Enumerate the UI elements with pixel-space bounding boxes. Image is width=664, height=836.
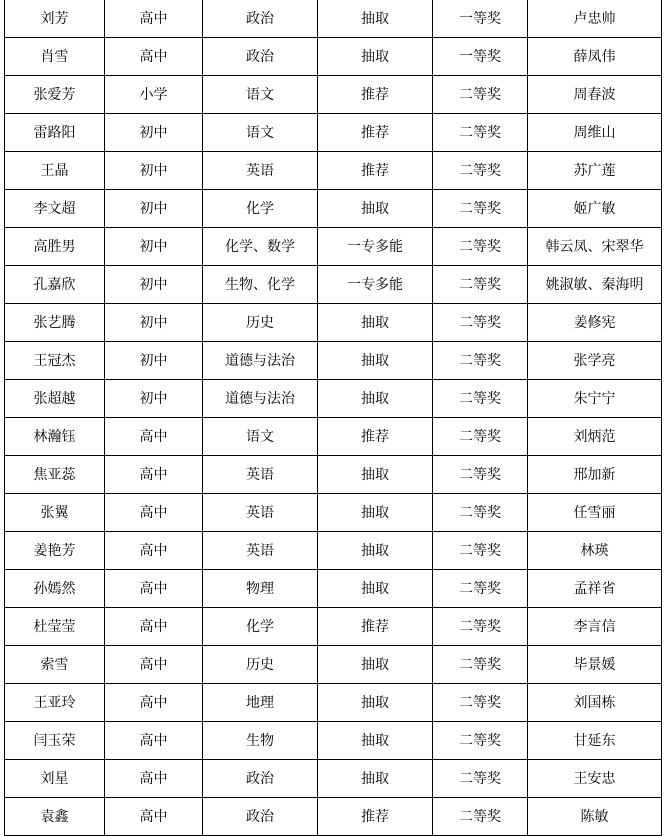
name-cell: 雷路阳 (5, 114, 105, 152)
tutor-cell: 姜修宪 (528, 304, 662, 342)
selection-method-cell: 推荐 (318, 114, 433, 152)
school-level-cell: 初中 (105, 114, 203, 152)
table-row (5, 798, 662, 836)
subject-cell: 英语 (203, 456, 318, 494)
table-row (5, 76, 662, 114)
school-level-cell: 小学 (105, 76, 203, 114)
name-cell: 高胜男 (5, 228, 105, 266)
subject-cell: 地理 (203, 684, 318, 722)
name-cell: 刘星 (5, 760, 105, 798)
tutor-cell: 李言信 (528, 608, 662, 646)
award-cell: 二等奖 (433, 380, 528, 418)
award-cell: 二等奖 (433, 722, 528, 760)
name-cell: 张爱芳 (5, 76, 105, 114)
tutor-cell: 刘国栋 (528, 684, 662, 722)
name-cell: 李文超 (5, 190, 105, 228)
subject-cell: 英语 (203, 152, 318, 190)
subject-cell: 化学 (203, 190, 318, 228)
selection-method-cell: 抽取 (318, 760, 433, 798)
table-row (5, 380, 662, 418)
award-cell: 二等奖 (433, 570, 528, 608)
award-cell: 二等奖 (433, 342, 528, 380)
subject-cell: 历史 (203, 304, 318, 342)
school-level-cell: 高中 (105, 456, 203, 494)
subject-cell: 化学、数学 (203, 228, 318, 266)
selection-method-cell: 推荐 (318, 798, 433, 836)
selection-method-cell: 抽取 (318, 494, 433, 532)
subject-cell: 语文 (203, 114, 318, 152)
school-level-cell: 初中 (105, 152, 203, 190)
table-row (5, 38, 662, 76)
award-cell: 二等奖 (433, 228, 528, 266)
selection-method-cell: 抽取 (318, 380, 433, 418)
selection-method-cell: 抽取 (318, 304, 433, 342)
tutor-cell: 周春波 (528, 76, 662, 114)
table-row (5, 0, 662, 38)
school-level-cell: 初中 (105, 342, 203, 380)
selection-method-cell: 抽取 (318, 684, 433, 722)
subject-cell: 化学 (203, 608, 318, 646)
school-level-cell: 初中 (105, 304, 203, 342)
subject-cell: 语文 (203, 418, 318, 456)
award-cell: 二等奖 (433, 532, 528, 570)
award-cell: 二等奖 (433, 152, 528, 190)
school-level-cell: 高中 (105, 494, 203, 532)
tutor-cell: 周维山 (528, 114, 662, 152)
name-cell: 张翼 (5, 494, 105, 532)
selection-method-cell: 一专多能 (318, 266, 433, 304)
award-cell: 二等奖 (433, 494, 528, 532)
subject-cell: 政治 (203, 0, 318, 38)
subject-cell: 语文 (203, 76, 318, 114)
school-level-cell: 高中 (105, 418, 203, 456)
award-cell: 二等奖 (433, 190, 528, 228)
tutor-cell: 甘延东 (528, 722, 662, 760)
table-row (5, 608, 662, 646)
award-cell: 二等奖 (433, 266, 528, 304)
table-row (5, 722, 662, 760)
tutor-cell: 林瑛 (528, 532, 662, 570)
subject-cell: 政治 (203, 760, 318, 798)
awards-table (4, 0, 662, 836)
name-cell: 王晶 (5, 152, 105, 190)
subject-cell: 生物、化学 (203, 266, 318, 304)
subject-cell: 生物 (203, 722, 318, 760)
school-level-cell: 高中 (105, 798, 203, 836)
tutor-cell: 朱宁宁 (528, 380, 662, 418)
selection-method-cell: 抽取 (318, 190, 433, 228)
selection-method-cell: 推荐 (318, 608, 433, 646)
table-row (5, 570, 662, 608)
table-row (5, 152, 662, 190)
name-cell: 姜艳芳 (5, 532, 105, 570)
subject-cell: 英语 (203, 494, 318, 532)
tutor-cell: 韩云凤、宋翠华 (528, 228, 662, 266)
table-row (5, 494, 662, 532)
name-cell: 刘芳 (5, 0, 105, 38)
subject-cell: 英语 (203, 532, 318, 570)
tutor-cell: 刘炳范 (528, 418, 662, 456)
table-row (5, 684, 662, 722)
selection-method-cell: 抽取 (318, 532, 433, 570)
award-cell: 二等奖 (433, 304, 528, 342)
award-cell: 二等奖 (433, 456, 528, 494)
subject-cell: 道德与法治 (203, 342, 318, 380)
table-row (5, 304, 662, 342)
school-level-cell: 高中 (105, 38, 203, 76)
subject-cell: 道德与法治 (203, 380, 318, 418)
table-row (5, 228, 662, 266)
selection-method-cell: 抽取 (318, 342, 433, 380)
award-cell: 二等奖 (433, 114, 528, 152)
school-level-cell: 高中 (105, 532, 203, 570)
school-level-cell: 高中 (105, 722, 203, 760)
table-row (5, 532, 662, 570)
selection-method-cell: 一专多能 (318, 228, 433, 266)
selection-method-cell: 推荐 (318, 76, 433, 114)
tutor-cell: 毕景媛 (528, 646, 662, 684)
selection-method-cell: 推荐 (318, 418, 433, 456)
subject-cell: 历史 (203, 646, 318, 684)
name-cell: 肖雪 (5, 38, 105, 76)
award-cell: 二等奖 (433, 760, 528, 798)
name-cell: 林瀚钰 (5, 418, 105, 456)
name-cell: 张超越 (5, 380, 105, 418)
tutor-cell: 孟祥省 (528, 570, 662, 608)
name-cell: 闫玉荣 (5, 722, 105, 760)
table-row (5, 342, 662, 380)
award-cell: 二等奖 (433, 608, 528, 646)
table-row (5, 418, 662, 456)
name-cell: 孙嫣然 (5, 570, 105, 608)
award-cell: 二等奖 (433, 76, 528, 114)
school-level-cell: 高中 (105, 760, 203, 798)
table-row (5, 114, 662, 152)
tutor-cell: 姬广敏 (528, 190, 662, 228)
subject-cell: 政治 (203, 798, 318, 836)
awards-table-body (5, 0, 662, 836)
school-level-cell: 高中 (105, 570, 203, 608)
award-cell: 一等奖 (433, 0, 528, 38)
tutor-cell: 王安忠 (528, 760, 662, 798)
selection-method-cell: 推荐 (318, 152, 433, 190)
name-cell: 王亚玲 (5, 684, 105, 722)
table-row (5, 760, 662, 798)
selection-method-cell: 抽取 (318, 456, 433, 494)
name-cell: 焦亚蕊 (5, 456, 105, 494)
tutor-cell: 姚淑敏、秦海明 (528, 266, 662, 304)
school-level-cell: 初中 (105, 266, 203, 304)
tutor-cell: 苏广莲 (528, 152, 662, 190)
selection-method-cell: 抽取 (318, 646, 433, 684)
award-cell: 一等奖 (433, 38, 528, 76)
school-level-cell: 初中 (105, 380, 203, 418)
award-cell: 二等奖 (433, 646, 528, 684)
name-cell: 索雪 (5, 646, 105, 684)
tutor-cell: 邢加新 (528, 456, 662, 494)
tutor-cell: 陈敏 (528, 798, 662, 836)
school-level-cell: 初中 (105, 190, 203, 228)
table-row (5, 190, 662, 228)
name-cell: 王冠杰 (5, 342, 105, 380)
name-cell: 张艺腾 (5, 304, 105, 342)
subject-cell: 物理 (203, 570, 318, 608)
award-cell: 二等奖 (433, 684, 528, 722)
tutor-cell: 张学亮 (528, 342, 662, 380)
school-level-cell: 初中 (105, 228, 203, 266)
selection-method-cell: 抽取 (318, 38, 433, 76)
school-level-cell: 高中 (105, 684, 203, 722)
tutor-cell: 卢忠帅 (528, 0, 662, 38)
name-cell: 袁鑫 (5, 798, 105, 836)
name-cell: 孔嘉欣 (5, 266, 105, 304)
tutor-cell: 任雪丽 (528, 494, 662, 532)
school-level-cell: 高中 (105, 608, 203, 646)
selection-method-cell: 抽取 (318, 0, 433, 38)
table-row (5, 266, 662, 304)
table-row (5, 646, 662, 684)
tutor-cell: 薛凤伟 (528, 38, 662, 76)
school-level-cell: 高中 (105, 0, 203, 38)
subject-cell: 政治 (203, 38, 318, 76)
school-level-cell: 高中 (105, 646, 203, 684)
selection-method-cell: 抽取 (318, 570, 433, 608)
award-cell: 二等奖 (433, 418, 528, 456)
selection-method-cell: 抽取 (318, 722, 433, 760)
award-cell: 二等奖 (433, 798, 528, 836)
name-cell: 杜莹莹 (5, 608, 105, 646)
table-row (5, 456, 662, 494)
